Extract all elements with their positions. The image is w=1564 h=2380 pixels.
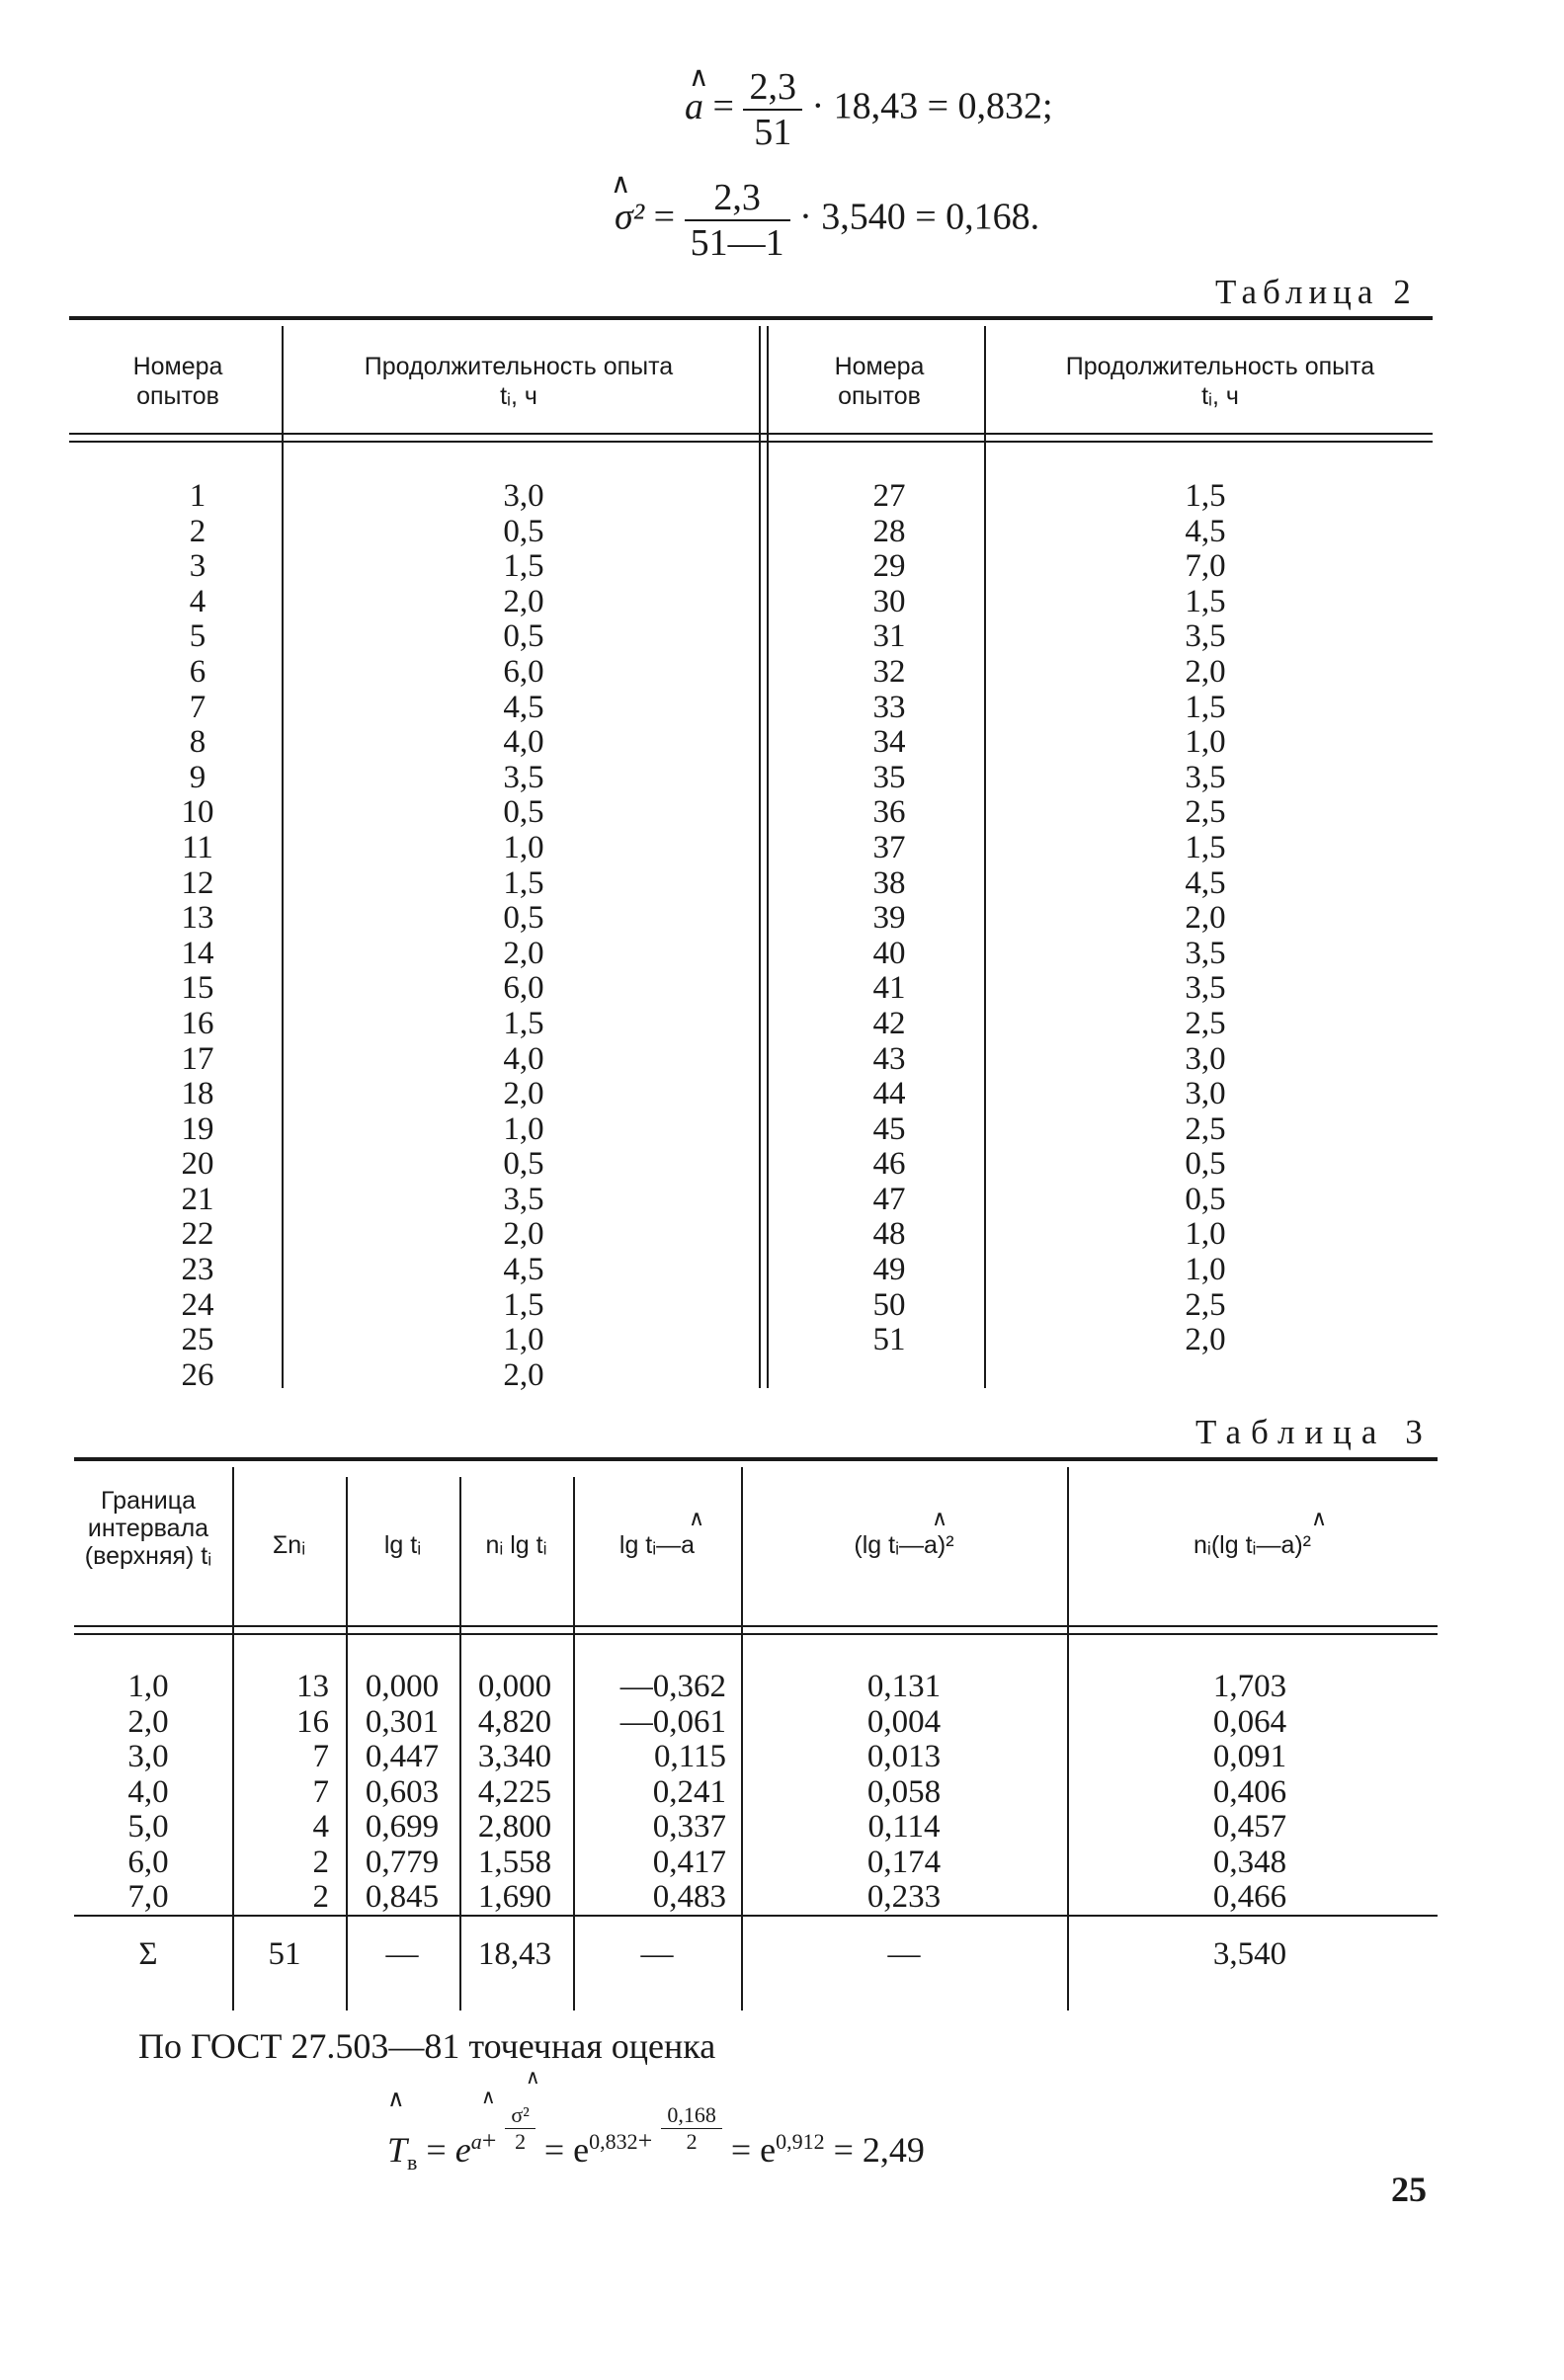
table3-header-n-sq: nᵢ(lg tᵢ—a)² bbox=[1194, 1531, 1311, 1559]
a-fraction-numerator: 2,3 bbox=[743, 65, 802, 111]
gost-text: По ГОСТ 27.503—81 точечная оценка bbox=[138, 2026, 716, 2066]
page-number: 25 bbox=[1391, 2170, 1427, 2209]
sigma-formula-rest: · 3,540 = 0,168. bbox=[799, 196, 1040, 238]
table2-divider-2 bbox=[759, 326, 761, 1388]
a-formula-rest: · 18,43 = 0,832; bbox=[811, 85, 1053, 127]
table3-divider-4 bbox=[573, 1477, 575, 2011]
table3-divider-6 bbox=[1067, 1467, 1069, 2011]
table3-header-n-lg: nᵢ lg tᵢ bbox=[485, 1531, 547, 1559]
a-fraction-denominator: 51 bbox=[754, 112, 792, 153]
table2-header-duration: Продолжительность опыта tᵢ, ч bbox=[364, 353, 674, 410]
final-frac1 bbox=[505, 2102, 535, 2155]
a-fraction bbox=[743, 65, 802, 154]
table3-total-sq: — bbox=[887, 1936, 921, 1972]
table3-col-sq: 0,131 0,004 0,013 0,058 0,114 0,174 0,233 bbox=[866, 1669, 942, 1915]
table2-left-values: 3,0 0,5 1,5 2,0 0,5 6,0 4,5 4,0 3,5 0,5 1,0 1,5 0,5 2,0 6,0 1,5 4,0 2,0 1,0 0,5 3,5 2,0 4,5 1,5 1,0 2,0 bbox=[503, 478, 544, 1393]
table3-total-sum-n: 51 bbox=[268, 1936, 301, 1972]
table3-header-rule bbox=[74, 1625, 1438, 1627]
table3-header-lg-minus-a: lg tᵢ—a bbox=[618, 1531, 696, 1559]
table3-divider-1 bbox=[232, 1467, 234, 2011]
final-e-base: e bbox=[454, 2130, 471, 2170]
table2-header-rule bbox=[69, 433, 1433, 435]
table2-header-number-2: Номера опытов bbox=[834, 353, 925, 410]
table3-header-rule-2 bbox=[74, 1633, 1438, 1635]
final-e-exp2: 0,832 bbox=[589, 2129, 638, 2154]
final-lhs: T bbox=[387, 2130, 408, 2170]
table3-total-n-lg: 18,43 bbox=[477, 1936, 552, 1972]
table2-right-values: 1,5 4,5 7,0 1,5 3,5 2,0 1,5 1,0 3,5 2,5 1,5 4,5 2,0 3,5 3,5 2,5 3,0 3,0 2,5 0,5 0,5 1,0 1,0 2,5 2,0 bbox=[1185, 478, 1226, 1358]
table3-hat-icon-1: ∧ bbox=[689, 1507, 705, 1531]
sigma-estimate-symbol: σ² bbox=[615, 196, 645, 238]
table3-col-n-sq: 1,703 0,064 0,091 0,406 0,457 0,348 0,466 bbox=[1212, 1669, 1287, 1915]
table3-header-bound: Граница интервала (верхняя) tᵢ bbox=[84, 1487, 212, 1570]
formula-sigma: σ² = $\frac{2,3}{51—1}$ · 3,540 = 0,168. bbox=[615, 177, 1040, 264]
final-frac2-den: 2 bbox=[686, 2129, 698, 2154]
table2-divider-3 bbox=[767, 326, 769, 1388]
table2-header-duration-2: Продолжительность опыта tᵢ, ч bbox=[1065, 353, 1375, 410]
table3-header-sq: (lg tᵢ—a)² bbox=[854, 1531, 954, 1559]
final-sigma-hat-icon: ∧ bbox=[526, 2065, 540, 2089]
final-formula bbox=[387, 2102, 925, 2175]
final-T-hat-icon: ∧ bbox=[387, 2085, 405, 2112]
table3-total-label: Σ bbox=[138, 1936, 158, 1972]
final-result: = 2,49 bbox=[833, 2130, 925, 2170]
table3-divider-2 bbox=[346, 1477, 348, 2011]
table3 bbox=[74, 1457, 1438, 2011]
table3-col-lg: 0,000 0,301 0,447 0,603 0,699 0,779 0,845 bbox=[365, 1669, 440, 1915]
final-a-hat-icon: ∧ bbox=[481, 2085, 496, 2108]
table2-divider-4 bbox=[984, 326, 986, 1388]
table3-hat-icon-3: ∧ bbox=[1311, 1507, 1328, 1531]
sigma-fraction-denominator: 51—1 bbox=[690, 222, 784, 264]
table3-col-sum-n: 13 16 7 7 4 2 2 bbox=[296, 1669, 329, 1915]
table3-hat-icon-2: ∧ bbox=[932, 1507, 948, 1531]
final-eq2: = e bbox=[543, 2130, 590, 2170]
table3-header-sum-n: Σnᵢ bbox=[272, 1531, 306, 1559]
sigma-fraction bbox=[685, 176, 790, 265]
final-e-exp3: 0,912 bbox=[776, 2129, 825, 2154]
table2-right-numbers: 27 28 29 30 31 32 33 34 35 36 37 38 39 40 41 42 43 44 45 46 47 48 49 50 51 bbox=[872, 478, 906, 1358]
table3-divider-3 bbox=[459, 1477, 461, 2011]
final-frac1-num: σ² bbox=[505, 2102, 535, 2129]
formula-a: a = $\frac{2,3}{51}$ · 18,43 = 0,832; bbox=[685, 66, 1053, 153]
table3-total-lg: — bbox=[385, 1936, 419, 1972]
sigma-fraction-numerator: 2,3 bbox=[685, 176, 790, 221]
final-plus2: + bbox=[637, 2126, 653, 2155]
table3-header-lg: lg tᵢ bbox=[383, 1531, 422, 1559]
table3-col-n-lg: 0,000 4,820 3,340 4,225 2,800 1,558 1,690 bbox=[477, 1669, 552, 1915]
table3-divider-5 bbox=[741, 1467, 743, 2011]
final-e-exp: a bbox=[470, 2129, 482, 2154]
table3-col-lg-minus-a: —0,362 —0,061 0,115 0,241 0,337 0,417 0,483 bbox=[619, 1669, 726, 1915]
final-frac2-num: 0,168 bbox=[661, 2102, 722, 2129]
table2-caption: Таблица 2 bbox=[1215, 273, 1417, 311]
final-frac2 bbox=[661, 2102, 722, 2155]
a-hat-icon: ∧ bbox=[689, 60, 709, 93]
final-plus: + bbox=[481, 2126, 497, 2155]
final-lhs-sub: в bbox=[407, 2150, 418, 2175]
final-frac1-den: 2 bbox=[515, 2129, 527, 2154]
table3-col-bound: 1,0 2,0 3,0 4,0 5,0 6,0 7,0 bbox=[127, 1669, 169, 1915]
table3-total-lg-minus-a: — bbox=[640, 1936, 674, 1972]
table2-divider-1 bbox=[282, 326, 284, 1388]
table3-total-n-sq: 3,540 bbox=[1212, 1936, 1287, 1972]
table2-left-numbers: 1 2 3 4 5 6 7 8 9 10 11 12 13 14 15 16 17 18 19 20 21 22 23 24 25 26 bbox=[181, 478, 214, 1393]
table2-header-number: Номера опытов bbox=[132, 353, 223, 410]
a-estimate-symbol: a bbox=[685, 85, 703, 127]
sigma-hat-icon: ∧ bbox=[611, 167, 631, 200]
final-eq3: = e bbox=[730, 2130, 777, 2170]
final-eq1: = bbox=[426, 2130, 447, 2170]
table3-caption: Таблица 3 bbox=[1195, 1413, 1433, 1451]
table2 bbox=[69, 316, 1433, 1393]
table2-top-rule bbox=[69, 316, 1433, 320]
table3-top-rule bbox=[74, 1457, 1438, 1461]
table2-header-rule-2 bbox=[69, 441, 1433, 443]
